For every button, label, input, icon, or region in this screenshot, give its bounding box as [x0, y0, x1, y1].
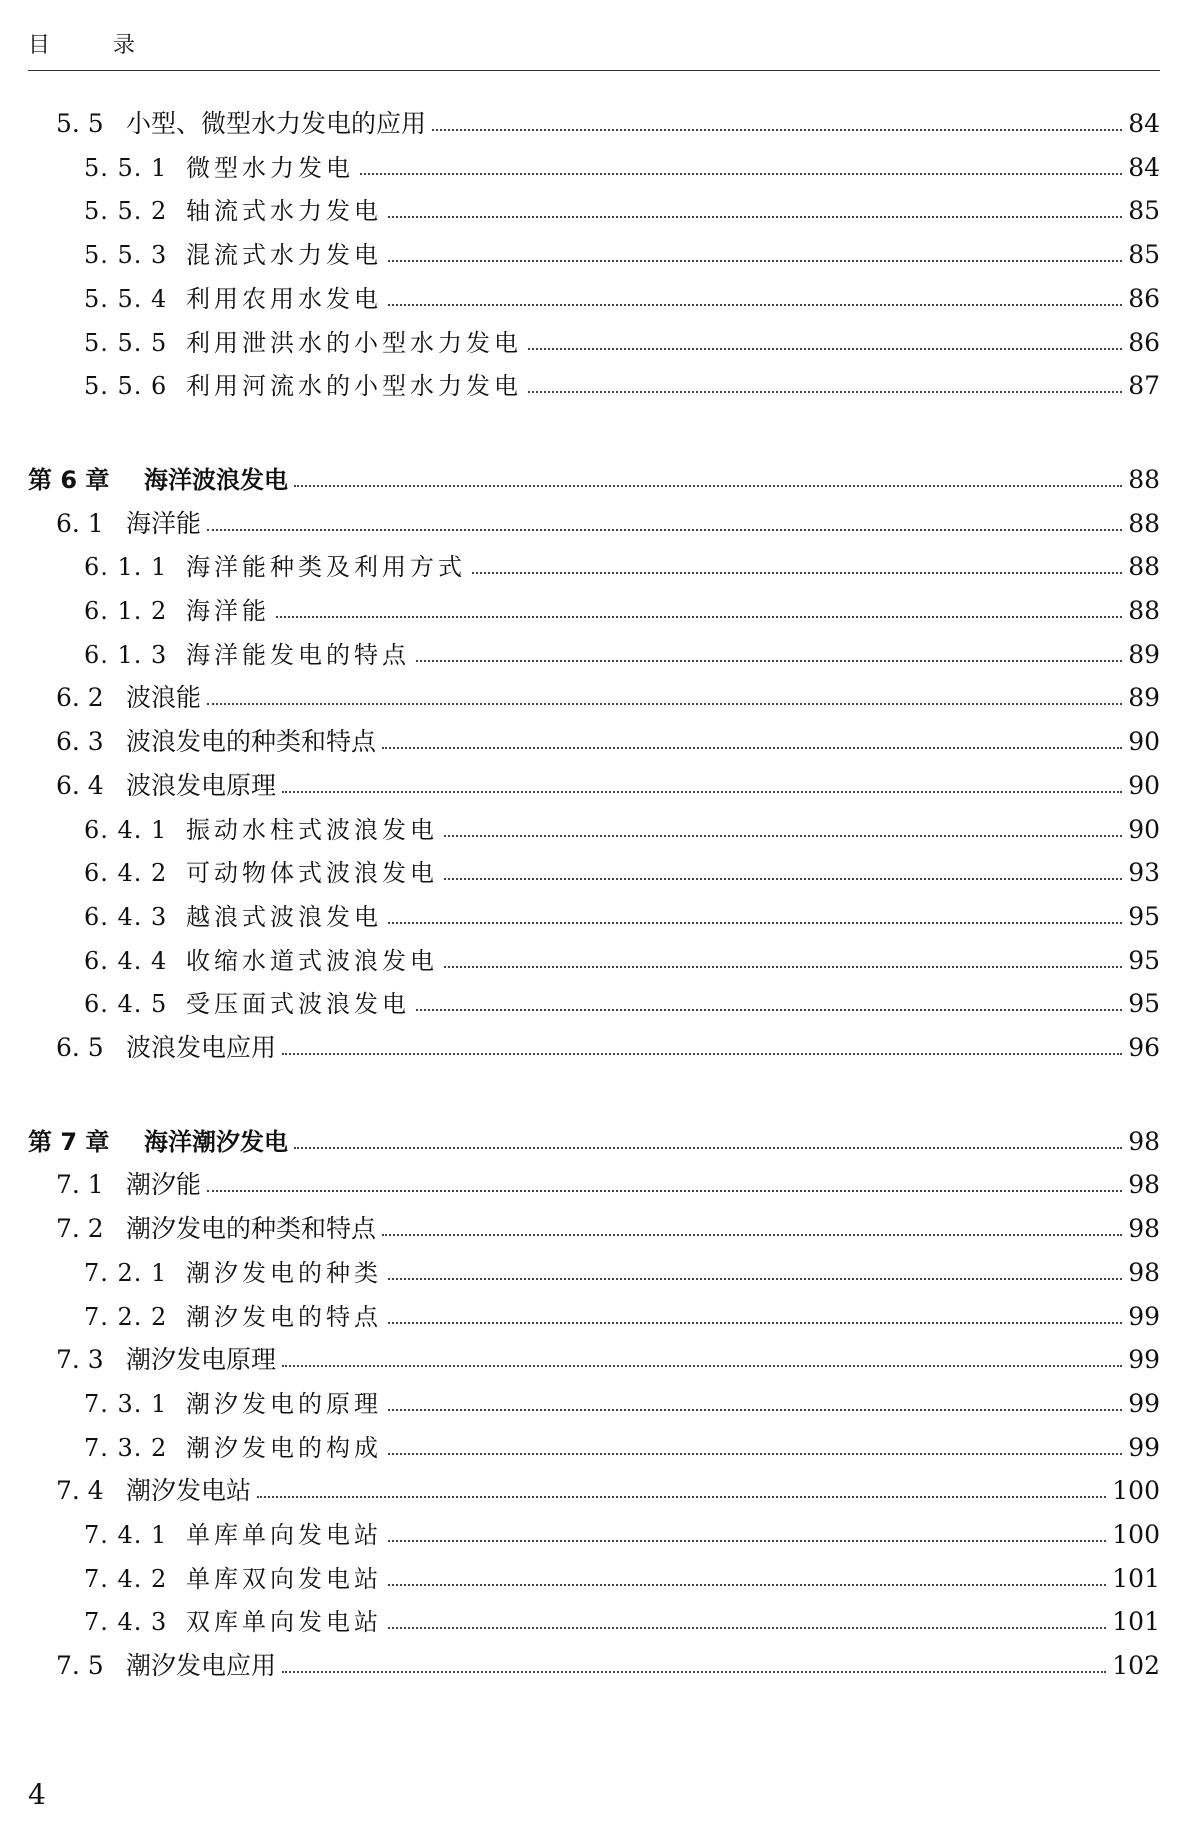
toc-entry-section[interactable] [56, 1165, 1160, 1205]
toc-entry-title: 单库双向发电站 [186, 1564, 382, 1593]
toc-entry-sub[interactable] [84, 279, 1160, 319]
dot-leader [382, 747, 1122, 749]
toc-entry-number: 7. 3. 2 [84, 1433, 168, 1462]
toc-entry-page: 98 [1128, 1257, 1160, 1287]
toc-entry-page: 85 [1128, 196, 1160, 226]
toc-entry-page: 88 [1128, 508, 1160, 538]
toc-entry-title: 海洋能种类及利用方式 [186, 553, 466, 582]
toc-entry-number: 7. 2. 1 [84, 1258, 168, 1287]
toc-entry-number: 6. 5 [56, 1033, 104, 1062]
toc-entry-number: 6. 1. 3 [84, 640, 168, 669]
dot-leader [444, 878, 1122, 880]
toc-entry-section[interactable] [56, 1471, 1160, 1511]
toc-entry-number: 6. 4. 3 [84, 902, 168, 931]
toc-entry-title: 越浪式波浪发电 [186, 902, 382, 931]
toc-entry-page: 93 [1128, 858, 1160, 888]
toc-entry-sub[interactable] [84, 635, 1160, 675]
toc-entry-number: 5. 5. 6 [84, 372, 168, 401]
toc-entry-number: 6. 4 [56, 770, 104, 800]
toc-entry-page: 84 [1128, 152, 1160, 182]
toc-entry-number: 7. 3 [56, 1345, 104, 1375]
toc-entry-page: 95 [1128, 989, 1160, 1019]
toc-entry-sub[interactable] [84, 1253, 1160, 1293]
toc-entry-sub[interactable] [84, 897, 1160, 937]
toc-entry-section[interactable] [56, 722, 1160, 762]
toc-entry-section[interactable] [56, 104, 1160, 144]
dot-leader [257, 1496, 1106, 1498]
toc-entry-page: 101 [1112, 1563, 1160, 1593]
toc-entry-page: 88 [1128, 464, 1160, 494]
page-number: 4 [28, 1778, 46, 1811]
toc-entry-section[interactable] [56, 1028, 1160, 1068]
dot-leader [388, 1540, 1106, 1542]
toc-entry-number: 7. 2. 2 [84, 1302, 168, 1331]
toc-entry-title: 可动物体式波浪发电 [186, 859, 438, 888]
toc-entry-number: 6. 4. 2 [84, 859, 168, 888]
toc-entry-page: 96 [1128, 1033, 1160, 1062]
toc-entry-title: 波浪能 [126, 683, 202, 713]
toc-entry-title: 振动水柱式波浪发电 [186, 815, 438, 844]
toc-entry-page: 90 [1128, 814, 1160, 844]
toc-entry-page: 85 [1128, 240, 1160, 270]
dot-leader [388, 922, 1122, 924]
toc-entry-number: 5. 5. 1 [84, 153, 168, 182]
toc-entry-number: 7. 4. 2 [84, 1564, 168, 1593]
toc-entry-title: 小型、微型水力发电的应用 [126, 109, 427, 138]
toc-entry-section[interactable] [56, 1209, 1160, 1249]
toc-entry-page: 88 [1128, 552, 1160, 582]
toc-entry-title: 混流式水力发电 [186, 241, 382, 270]
toc-entry-page: 86 [1128, 327, 1160, 357]
dot-leader [382, 1234, 1122, 1236]
toc-entry-number: 7. 4. 3 [84, 1608, 168, 1637]
toc-entry-sub[interactable] [84, 591, 1160, 631]
dot-leader [282, 1671, 1106, 1673]
dot-leader [207, 1190, 1122, 1192]
toc-entry-sub[interactable] [84, 853, 1160, 893]
dot-leader [388, 260, 1122, 262]
toc-entry-title: 利用泄洪水的小型水力发电 [186, 328, 522, 357]
toc-entry-page: 100 [1112, 1520, 1160, 1549]
dot-leader [282, 1365, 1122, 1367]
toc-entry-number: 5. 5 [56, 109, 104, 138]
toc-entry-title: 微型水力发电 [186, 153, 354, 182]
dot-leader [388, 1409, 1122, 1411]
dot-leader [360, 173, 1122, 175]
dot-leader [388, 1453, 1122, 1455]
toc-entry-number: 5. 5. 4 [84, 284, 168, 313]
toc-entry-sub[interactable] [84, 1428, 1160, 1468]
toc-entry-title: 海洋能 [126, 508, 202, 538]
toc-entry-sub[interactable] [84, 984, 1160, 1024]
toc-entry-title: 潮汐发电的原理 [186, 1389, 382, 1418]
toc-entry-page: 99 [1128, 1388, 1160, 1418]
toc-entry-number: 6. 3 [56, 727, 104, 757]
toc-entry-number: 6. 1 [56, 508, 104, 538]
toc-entry-number: 6. 4. 4 [84, 946, 168, 975]
toc-entry-title: 受压面式波浪发电 [186, 990, 410, 1019]
toc-entry-page: 100 [1112, 1476, 1160, 1506]
dot-leader [294, 485, 1122, 487]
toc-entry-number: 6. 2 [56, 683, 104, 713]
toc-entry-number: 6. 4. 1 [84, 815, 168, 844]
toc-entry-number: 7. 5 [56, 1651, 104, 1681]
toc-entry-title: 海洋能发电的特点 [186, 640, 410, 669]
toc-entry-section[interactable] [56, 1646, 1160, 1686]
toc-entry-title: 利用农用水发电 [186, 284, 382, 313]
dot-leader [444, 835, 1122, 837]
toc-entry-section[interactable] [56, 1340, 1160, 1380]
toc-entry-title: 潮汐发电的种类 [186, 1258, 382, 1287]
dot-leader [388, 1322, 1122, 1324]
toc-entry-title: 波浪发电的种类和特点 [126, 727, 377, 757]
toc-entry-chapter[interactable] [28, 1122, 1160, 1162]
toc-entry-page: 99 [1128, 1345, 1160, 1375]
toc-entry-page: 102 [1112, 1651, 1160, 1681]
dot-leader [388, 1627, 1106, 1629]
toc-entry-title: 双库单向发电站 [186, 1608, 382, 1637]
toc-entry-page: 98 [1128, 1126, 1160, 1156]
toc-entry-sub[interactable] [84, 941, 1160, 981]
dot-leader [528, 348, 1122, 350]
dot-leader [294, 1147, 1122, 1149]
toc-entry-number: 7. 3. 1 [84, 1389, 168, 1418]
toc-entry-sub[interactable] [84, 191, 1160, 231]
toc-entry-title: 潮汐能 [126, 1170, 202, 1200]
dot-leader [388, 216, 1122, 218]
toc-entry-sub[interactable] [84, 1384, 1160, 1424]
toc-entry-page: 95 [1128, 945, 1160, 975]
toc-entry-number: 7. 1 [56, 1170, 104, 1200]
toc-entry-page: 84 [1128, 109, 1160, 138]
toc-entry-number: 第 6 章 [28, 465, 110, 494]
toc-entry-number: 5. 5. 5 [84, 328, 168, 357]
toc-entry-title: 海洋波浪发电 [144, 465, 288, 494]
toc-entry-title: 波浪发电原理 [126, 770, 277, 800]
toc-entry-title: 潮汐发电的特点 [186, 1302, 382, 1331]
toc-entry-page: 90 [1128, 727, 1160, 757]
toc-entry-sub[interactable] [84, 1297, 1160, 1337]
toc-entry-number: 7. 4 [56, 1476, 104, 1506]
toc-entry-title: 潮汐发电站 [126, 1476, 252, 1506]
toc-entry-title: 海洋潮汐发电 [144, 1127, 288, 1156]
toc-entry-page: 98 [1128, 1214, 1160, 1244]
toc-entry-number: 5. 5. 3 [84, 241, 168, 270]
toc-entry-sub[interactable] [84, 148, 1160, 188]
toc-entry-number: 第 7 章 [28, 1127, 110, 1156]
toc-entry-sub[interactable] [84, 547, 1160, 587]
toc-entry-title: 波浪发电应用 [126, 1033, 277, 1062]
running-header: 目 录 [28, 33, 163, 58]
toc-entry-sub[interactable] [84, 810, 1160, 850]
toc-entry-section[interactable] [56, 766, 1160, 806]
toc-entry-page: 86 [1128, 283, 1160, 313]
toc-entry-title: 海洋能 [186, 597, 270, 625]
toc-entry-title: 潮汐发电的构成 [186, 1433, 382, 1462]
dot-leader [388, 1584, 1106, 1586]
toc-entry-sub[interactable] [84, 1559, 1160, 1599]
toc-entry-title: 单库单向发电站 [186, 1521, 382, 1549]
dot-leader [416, 660, 1122, 662]
toc-entry-sub[interactable] [84, 323, 1160, 363]
dot-leader [282, 1053, 1122, 1055]
toc-entry-chapter[interactable] [28, 460, 1160, 500]
toc-entry-sub[interactable] [84, 1602, 1160, 1642]
toc-entry-sub[interactable] [84, 366, 1160, 406]
dot-leader [416, 1009, 1122, 1011]
toc-entry-title: 收缩水道式波浪发电 [186, 946, 438, 975]
toc-entry-title: 潮汐发电原理 [126, 1345, 277, 1375]
dot-leader [207, 529, 1122, 531]
dot-leader [528, 391, 1122, 393]
toc-entry-sub[interactable] [84, 1515, 1160, 1555]
toc-entry-page: 95 [1128, 901, 1160, 931]
toc-entry-title: 轴流式水力发电 [186, 197, 382, 226]
toc-entry-section[interactable] [56, 504, 1160, 544]
toc-entry-number: 7. 4. 1 [84, 1521, 168, 1549]
dot-leader [472, 572, 1122, 574]
toc-entry-title: 利用河流水的小型水力发电 [186, 372, 522, 401]
toc-entry-section[interactable] [56, 678, 1160, 718]
dot-leader [207, 703, 1122, 705]
toc-entry-number: 7. 2 [56, 1214, 104, 1244]
dot-leader [444, 966, 1122, 968]
toc-entry-page: 89 [1128, 683, 1160, 713]
toc-entry-number: 6. 4. 5 [84, 990, 168, 1019]
toc-entry-page: 99 [1128, 1301, 1160, 1331]
toc-entry-page: 98 [1128, 1170, 1160, 1200]
toc-entry-page: 88 [1128, 596, 1160, 625]
toc-entry-page: 90 [1128, 770, 1160, 800]
toc-entry-number: 6. 1. 1 [84, 553, 168, 582]
dot-leader [282, 791, 1122, 793]
dot-leader [432, 129, 1122, 131]
toc-entry-sub[interactable] [84, 235, 1160, 275]
dot-leader [276, 616, 1122, 618]
toc-entry-number: 5. 5. 2 [84, 197, 168, 226]
toc-entry-title: 潮汐发电的种类和特点 [126, 1214, 377, 1244]
toc-entry-number: 6. 1. 2 [84, 597, 168, 625]
header-rule [28, 70, 1160, 71]
toc-entry-page: 87 [1128, 371, 1160, 401]
toc-entry-title: 潮汐发电应用 [126, 1651, 277, 1681]
dot-leader [388, 304, 1122, 306]
toc-entry-page: 101 [1112, 1607, 1160, 1637]
toc-entry-page: 99 [1128, 1432, 1160, 1462]
dot-leader [388, 1278, 1122, 1280]
toc-entry-page: 89 [1128, 639, 1160, 669]
